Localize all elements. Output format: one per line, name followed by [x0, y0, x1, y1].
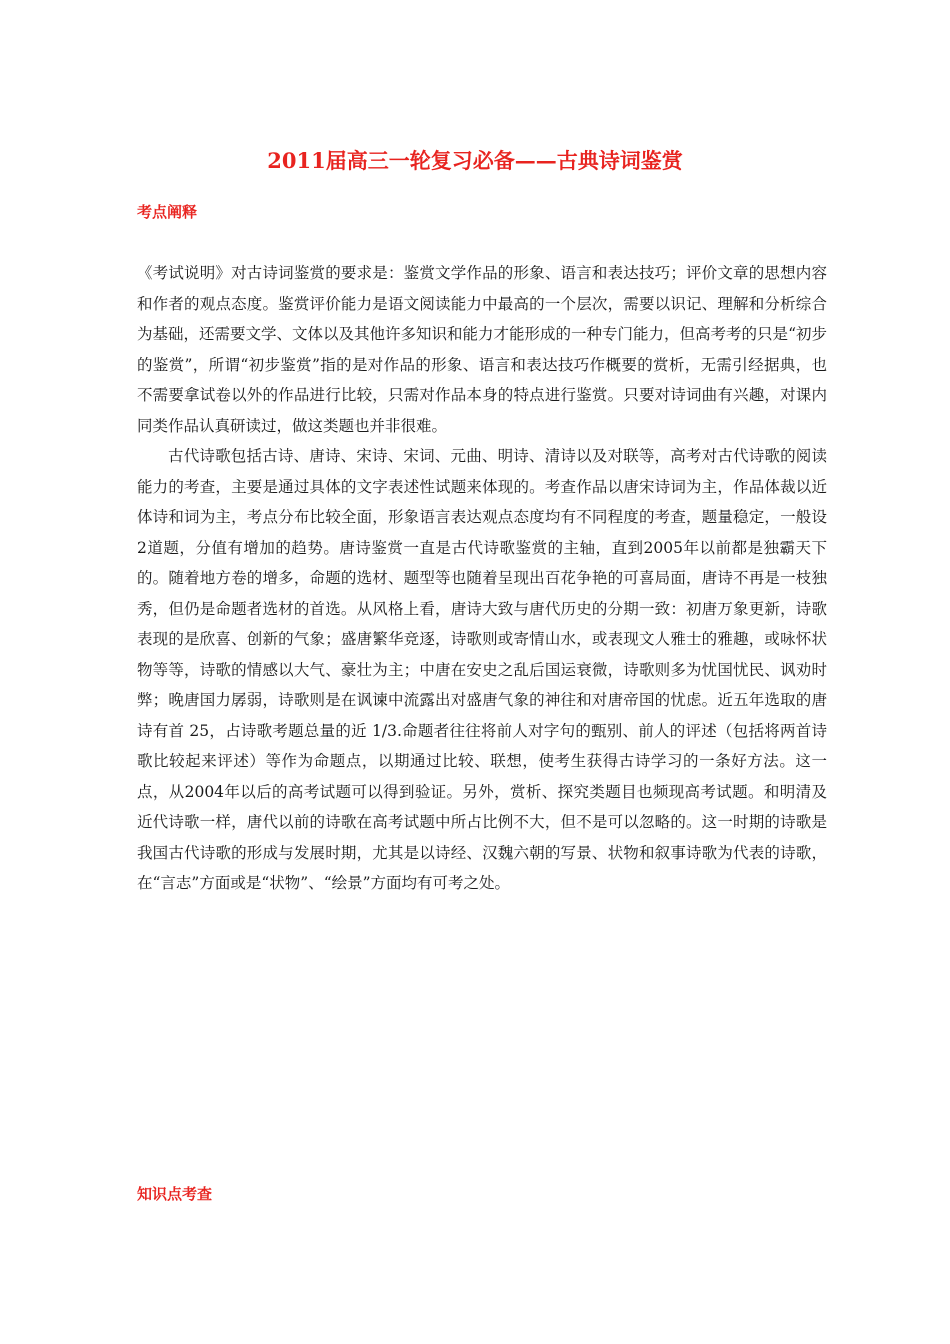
section-body-exam-points: [137, 258, 827, 899]
document-title: 2011届高三一轮复习必备——古典诗词鉴赏: [267, 148, 683, 173]
paragraph-ancient-poetry: 古代诗歌包括古诗、唐诗、宋诗、宋词、元曲、明诗、清诗以及对联等，高考对古代诗歌的阅读能力的考查，主要是通过具体的文字表述性试题来体现的。考查作品以唐宋诗词为主，作品体裁以近体诗和词为主，考点分布比较全面，形象语言表达观点态度均有不同程度的考查，题量稳定，一般设2道题，分值有增加的趋势。唐诗鉴赏一直是古代诗歌鉴赏的主轴，直到2005年以前都是独霸天下的。随着地方卷的增多，命题的选材、题型等也随着呈现出百花争艳的可喜局面，唐诗不再是一枝独秀，但仍是命题者选材的首选。从风格上看，唐诗大致与唐代历史的分期一致：初唐万象更新，诗歌表现的是欣喜、创新的气象；盛唐繁华竞逐，诗歌则或寄情山水，或表现文人雅士的雅趣，或咏怀状物等等，诗歌的情感以大气、豪壮为主；中唐在安史之乱后国运衰微，诗歌则多为忧国忧民、讽劝时弊；晚唐国力孱弱，诗歌则是在讽谏中流露出对盛唐气象的神往和对唐帝国的忧虑。近五年选取的唐诗有首 25，占诗歌考题总量的近 1/3.命题者往往将前人对字句的甄别、前人的评述（包括将两首诗歌比较起来评述）等作为命题点，以期通过比较、联想，使考生获得古诗学习的一条好方法。这一点，从2004年以后的高考试题可以得到验证。另外，赏析、探究类题目也频现高考试题。和明清及近代诗歌一样，唐代以前的诗歌在高考试题中所占比例不大，但不是可以忽略的。这一时期的诗歌是我国古代诗歌的形成与发展时期，尤其是以诗经、汉魏六朝的写景、状物和叙事诗歌为代表的诗歌，在“言志”方面或是“状物”、“绘景”方面均有可考之处。: [137, 447, 827, 892]
section-heading-exam-points: 考点阐释: [137, 203, 198, 221]
section-heading-knowledge-points: 知识点考查: [137, 1185, 213, 1203]
paragraph-exam-requirements: 《考试说明》对古诗词鉴赏的要求是：鉴赏文学作品的形象、语言和表达技巧；评价文章的思想内容和作者的观点态度。鉴赏评价能力是语文阅读能力中最高的一个层次，需要以识记、理解和分析综合为基础，还需要文学、文体以及其他许多知识和能力才能形成的一种专门能力，但高考考的只是“初步的鉴赏”，所谓“初步鉴赏”指的是对作品的形象、语言和表达技巧作概要的赏析，无需引经据典，也不需要拿试卷以外的作品进行比较，只需对作品本身的特点进行鉴赏。只要对诗词曲有兴趣，对课内同类作品认真研读过，做这类题也并非很难。: [137, 264, 827, 435]
